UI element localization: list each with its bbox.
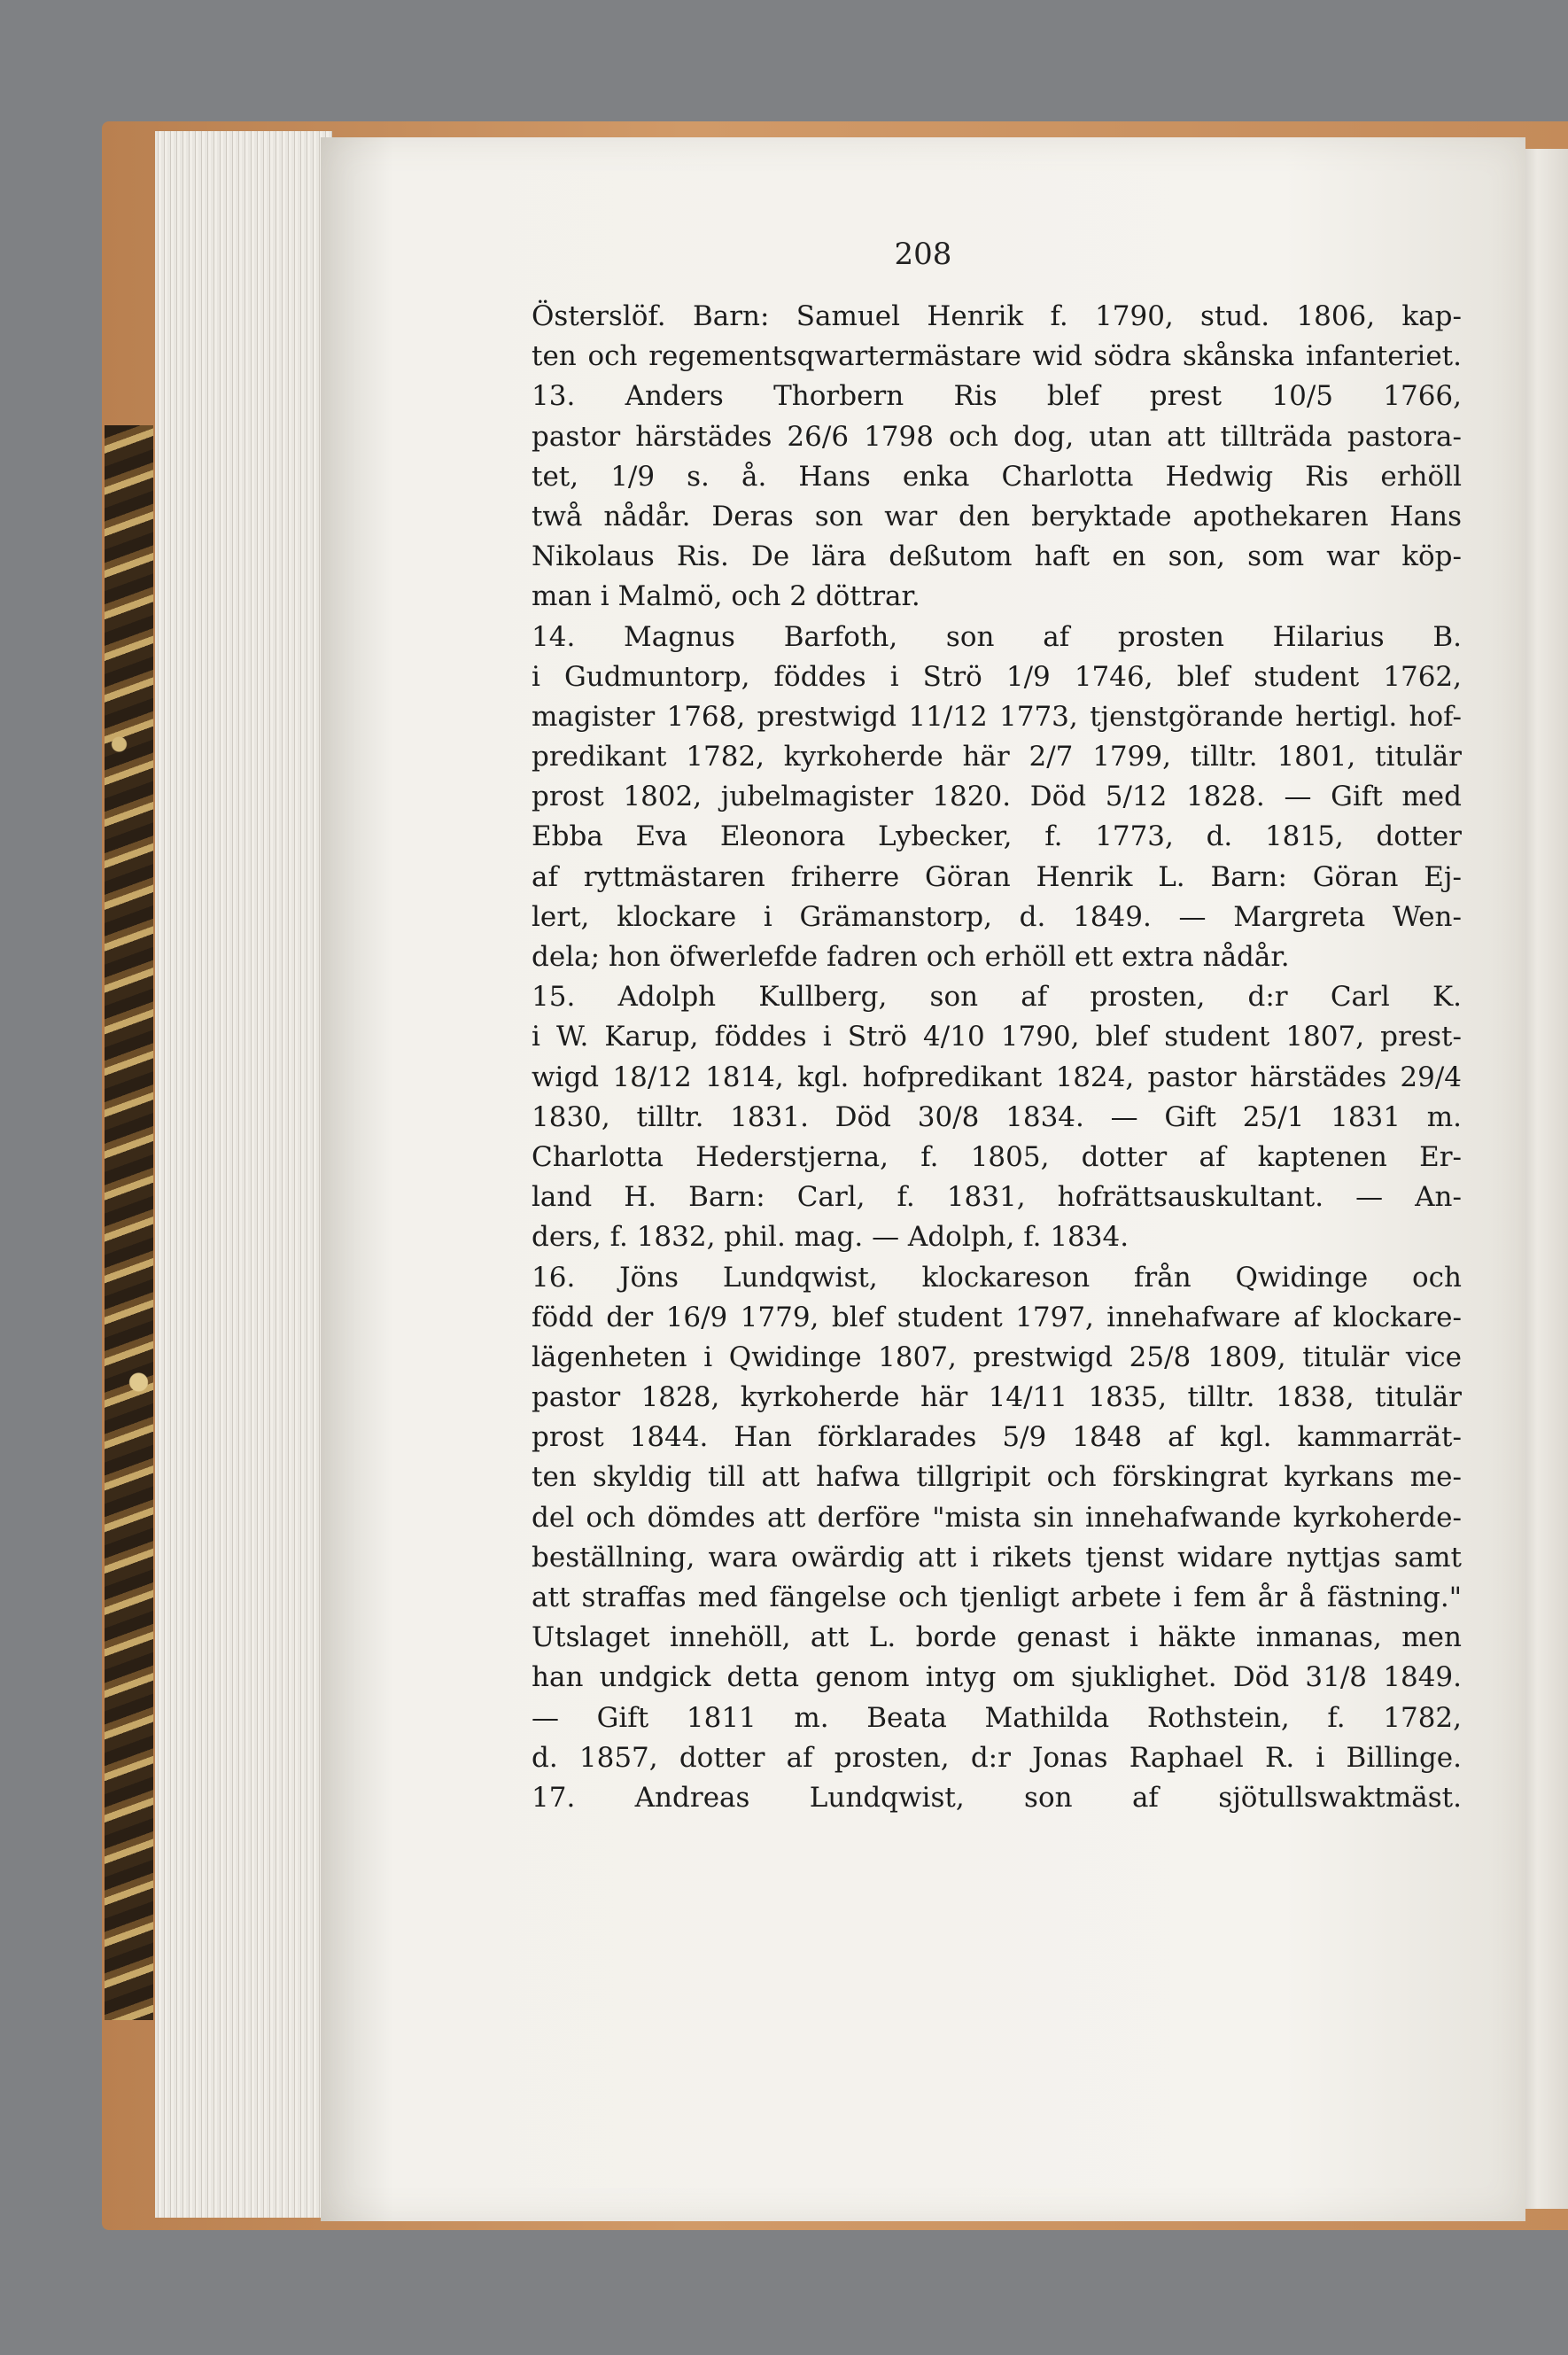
text-line: i Gudmuntorp, föddes i Strö 1/9 1746, blef student 1762, [532, 660, 1462, 693]
text-line: wigd 18/12 1814, kgl. hofpredikant 1824, pastor härstädes 29/4 [532, 1061, 1462, 1093]
text-line: 14. Magnus Barfoth, son af prosten Hilarius B. [532, 620, 1462, 653]
text-line: 16. Jöns Lundqwist, klockareson från Qwidinge och [532, 1261, 1462, 1294]
text-line: Utslaget innehöll, att L. borde genast i häkte inmanas, men [532, 1621, 1462, 1654]
text-line: 15. Adolph Kullberg, son af prosten, d:r Carl K. [532, 981, 1462, 1014]
text-line: man i Malmö, och 2 döttrar. [532, 580, 920, 613]
text-line: prost 1802, jubelmagister 1820. Död 5/12 1828. — Gift med [532, 781, 1462, 813]
text-line: född der 16/9 1779, blef student 1797, innehafware af klockare- [532, 1301, 1462, 1333]
marbled-page-edge [105, 425, 153, 2020]
text-line: — Gift 1811 m. Beata Mathilda Rothstein, f. 1782, [532, 1701, 1462, 1734]
text-line: twå nådår. Deras son war den beryktade apothekaren Hans [532, 500, 1462, 532]
text-line: magister 1768, prestwigd 11/12 1773, tjenstgörande hertigl. hof- [532, 700, 1462, 733]
text-line: del och dömdes att derföre "mista sin innehafwande kyrkoherde- [532, 1501, 1462, 1534]
text-line: Österslöf. Barn: Samuel Henrik f. 1790, stud. 1806, kap- [532, 300, 1462, 332]
text-line: dela; hon öfwerlefde fadren och erhöll ett extra nådår. [532, 941, 1290, 973]
text-line: pastor 1828, kyrkoherde här 14/11 1835, tilltr. 1838, titulär [532, 1381, 1462, 1414]
text-line: Nikolaus Ris. De lära deßutom haft en son, som war köp- [532, 540, 1462, 573]
book-page [321, 137, 1525, 2221]
text-line: att straffas med fängelse och tjenligt arbete i fem år å fästning." [532, 1582, 1462, 1613]
text-line: 13. Anders Thorbern Ris blef prest 10/5 1766, [532, 380, 1462, 413]
text-line: land H. Barn: Carl, f. 1831, hofrättsauskultant. — An- [532, 1181, 1462, 1214]
text-line: d. 1857, dotter af prosten, d:r Jonas Raphael R. i Billinge. [532, 1741, 1462, 1774]
text-line: Charlotta Hederstjerna, f. 1805, dotter af kaptenen Er- [532, 1140, 1462, 1173]
text-line: tet, 1/9 s. å. Hans enka Charlotta Hedwig Ris erhöll [532, 460, 1462, 493]
text-line: i W. Karup, föddes i Strö 4/10 1790, blef student 1807, prest- [532, 1021, 1462, 1053]
text-line: ten och regementsqwartermästare wid södra skånska infanteriet. [532, 340, 1462, 373]
text-line: af ryttmästaren friherre Göran Henrik L. Barn: Göran Ej- [532, 860, 1462, 893]
page-body [532, 297, 1462, 1818]
text-line: 1830, tilltr. 1831. Död 30/8 1834. — Gift 25/1 1831 m. [532, 1100, 1462, 1133]
text-line: prost 1844. Han förklarades 5/9 1848 af kgl. kammarrät- [532, 1421, 1462, 1454]
text-line: predikant 1782, kyrkoherde här 2/7 1799, tilltr. 1801, titulär [532, 741, 1462, 773]
text-line: Ebba Eva Eleonora Lybecker, f. 1773, d. 1815, dotter [532, 820, 1462, 853]
page-number: 208 [894, 237, 952, 272]
text-line: lert, klockare i Grämanstorp, d. 1849. — Margreta Wen- [532, 900, 1462, 933]
text-line: pastor härstädes 26/6 1798 och dog, utan att tillträda pastora- [532, 420, 1462, 453]
text-line: han undgick detta genom intyg om sjuklighet. Död 31/8 1849. [532, 1661, 1462, 1694]
text-line: lägenheten i Qwidinge 1807, prestwigd 25/8 1809, titulär vice [532, 1341, 1462, 1373]
text-line: beställning, wara owärdig att i rikets tjenst widare nyttjas samt [532, 1541, 1462, 1574]
text-line: ten skyldig till att hafwa tillgripit och förskingrat kyrkans me- [532, 1461, 1462, 1494]
page-stack-edges [155, 131, 332, 2218]
text-line: ders, f. 1832, phil. mag. — Adolph, f. 1834. [532, 1221, 1129, 1254]
text-line: 17. Andreas Lundqwist, son af sjötullswaktmäst. [532, 1781, 1462, 1814]
